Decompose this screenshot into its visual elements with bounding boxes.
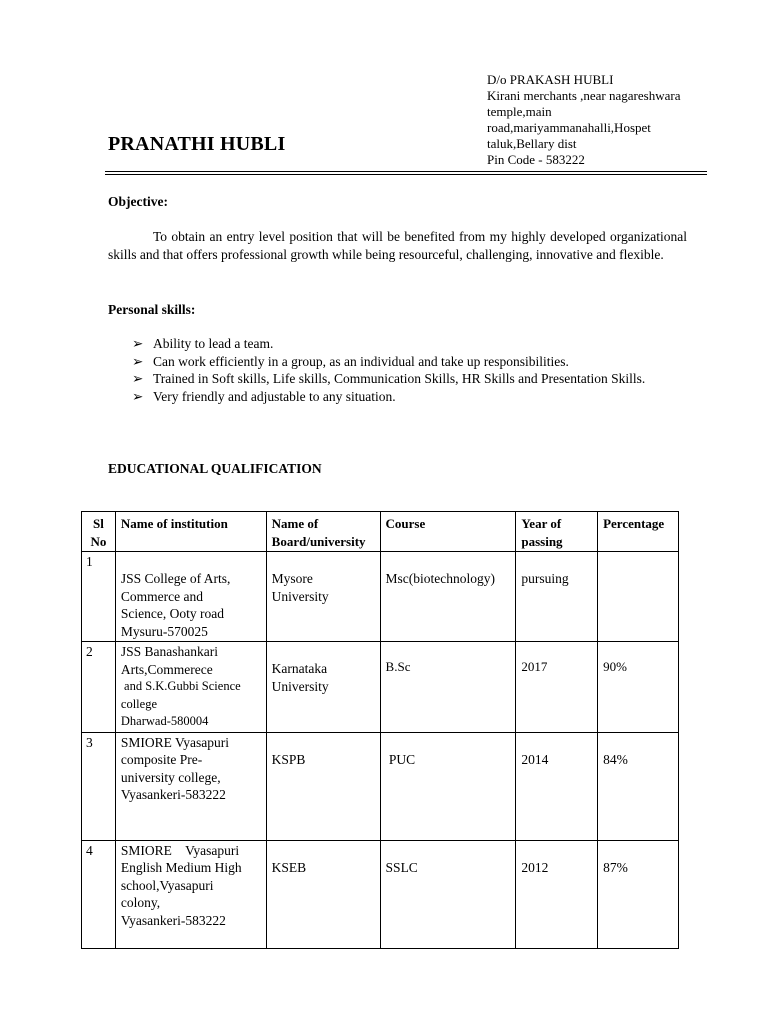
arrow-bullet-icon: ➢: [132, 388, 144, 404]
cell-institution: JSS College of Arts, Commerce and Science, Ooty road Mysuru-570025: [115, 552, 266, 642]
table-row: [82, 840, 679, 948]
cell-course: B.Sc: [380, 642, 516, 733]
cell-percentage: 90%: [598, 642, 679, 733]
cell-institution: JSS Banashankari Arts,Commerece and S.K.Gubbi Science college Dharwad-580004: [115, 642, 266, 733]
cell-course: PUC: [380, 732, 516, 840]
col-year-label: Year of passing: [521, 516, 563, 549]
cell-sl: 1: [82, 552, 116, 642]
cell-board: Karnataka University: [266, 642, 380, 733]
cell-year: 2017: [516, 642, 598, 733]
cell-sl: 3: [82, 732, 116, 840]
cell-percentage: [598, 552, 679, 642]
cell-year: pursuing: [516, 552, 598, 642]
header-divider: [105, 171, 707, 175]
col-sl-no: [82, 512, 116, 552]
cell-course: Msc(biotechnology): [380, 552, 516, 642]
cell-course: SSLC: [380, 840, 516, 948]
cell-board: KSEB: [266, 840, 380, 948]
col-course: Course: [380, 512, 516, 552]
objective-heading: Objective:: [108, 194, 168, 209]
education-table: [81, 511, 679, 949]
list-item: ➢ Can work efficiently in a group, as an individual and take up responsibilities.: [132, 353, 569, 369]
list-item: ➢ Trained in Soft skills, Life skills, Communication Skills, HR Skills and Presentation Skills.: [132, 371, 646, 386]
table-row: [82, 642, 679, 733]
cell-institution: SMIORE Vyasapuri English Medium High school,Vyasapuri colony, Vyasankeri-583222: [115, 840, 266, 948]
cell-board: Mysore University: [266, 552, 380, 642]
objective-text: [108, 228, 687, 264]
address-line: Kirani merchants ,near nagareshwara: [487, 88, 681, 103]
col-board-label: Name of Board/university: [271, 516, 366, 549]
address-line: Pin Code - 583222: [487, 152, 585, 167]
cell-year: 2012: [516, 840, 598, 948]
address-line: taluk,Bellary dist: [487, 136, 577, 151]
cell-year: 2014: [516, 732, 598, 840]
col-year: [516, 512, 598, 552]
col-institution: Name of institution: [115, 512, 266, 552]
cell-sl: 2: [82, 642, 116, 733]
cell-board: KSPB: [266, 732, 380, 840]
arrow-bullet-icon: ➢: [132, 353, 144, 369]
address-line: road,mariyammanahalli,Hospet: [487, 120, 651, 135]
objective-body: To obtain an entry level position that will be benefited from my highly developed organizational skills and that offers professional growth while being resourceful, challenging, innovative and flexible.: [108, 229, 687, 262]
list-item: ➢ Ability to lead a team.: [132, 336, 274, 351]
cell-percentage: 84%: [598, 732, 679, 840]
list-item: ➢ Very friendly and adjustable to any situation.: [132, 388, 396, 404]
table-row: [82, 552, 679, 642]
cell-institution: SMIORE Vyasapuri composite Pre- university college, Vyasankeri-583222: [115, 732, 266, 840]
arrow-bullet-icon: ➢: [132, 371, 144, 386]
col-sl-no-label: Sl No: [90, 516, 107, 549]
address-block: [487, 72, 717, 168]
skills-heading: Personal skills:: [108, 302, 196, 317]
candidate-name: PRANATHI HUBLI: [108, 133, 286, 155]
col-percentage: Percentage: [598, 512, 679, 552]
address-line: temple,main: [487, 104, 552, 119]
arrow-bullet-icon: ➢: [132, 336, 144, 351]
cell-sl: 4: [82, 840, 116, 948]
col-board: [266, 512, 380, 552]
table-header-row: [82, 512, 679, 552]
table-row: [82, 732, 679, 840]
address-line: D/o PRAKASH HUBLI: [487, 72, 614, 87]
cell-percentage: 87%: [598, 840, 679, 948]
education-heading: EDUCATIONAL QUALIFICATION: [108, 461, 322, 476]
skills-list: [108, 335, 687, 405]
